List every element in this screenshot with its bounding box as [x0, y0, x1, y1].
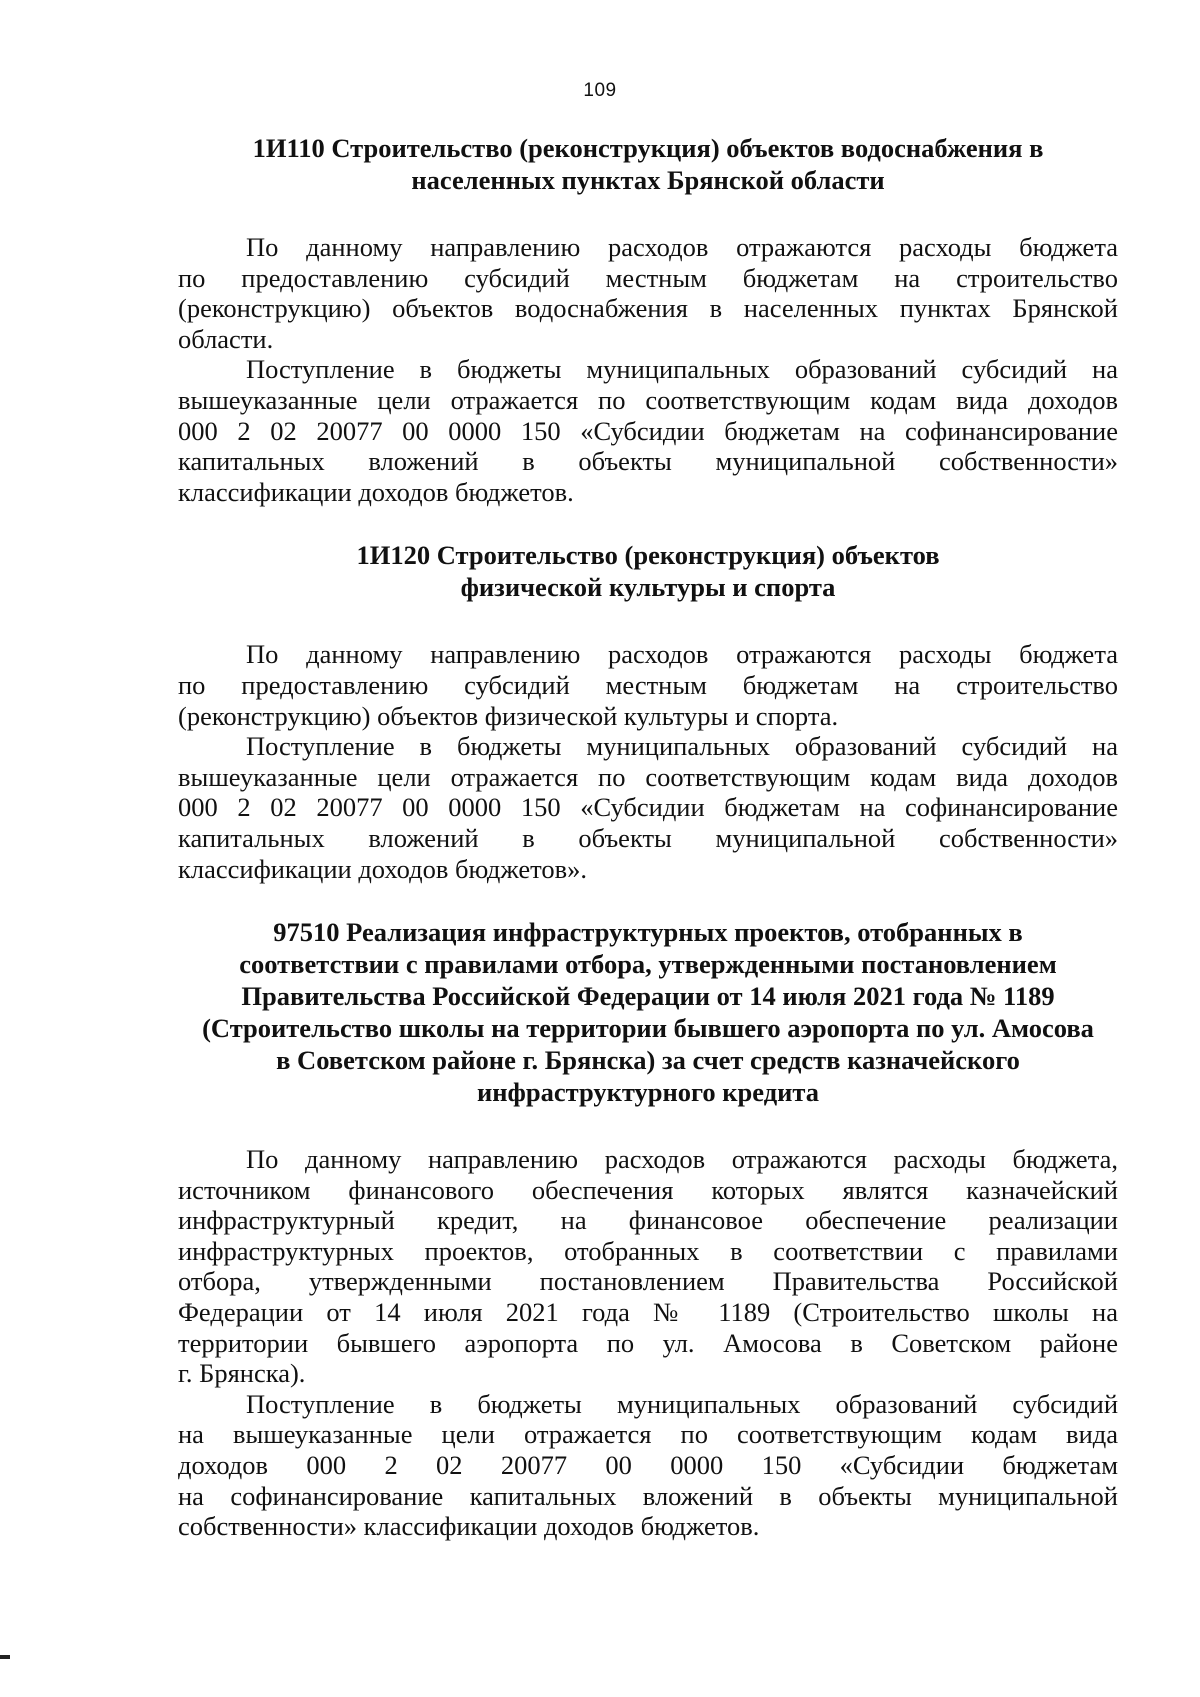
paragraph-line: по предоставлению субсидий местным бюджетам на строительство [178, 262, 1118, 293]
heading-line: Правительства Российской Федерации от 14 июля 2021 года № 1189 [241, 981, 1055, 1012]
paragraph-line: капитальных вложений в объекты муниципальной собственности» [178, 446, 1118, 477]
document-body [178, 132, 1118, 1542]
paragraph-line: классификации доходов бюджетов». [178, 853, 588, 884]
paragraph [178, 1144, 1118, 1389]
paragraph-line: на софинансирование капитальных вложений в объекты муниципальной [178, 1480, 1118, 1511]
paragraph-line: источником финансового обеспечения которых являтся казначейский [178, 1174, 1118, 1205]
paragraph-line: 000 2 02 20077 00 0000 150 «Субсидии бюджетам на софинансирование [178, 415, 1118, 446]
paragraph-line: г. Брянска). [178, 1358, 306, 1389]
paragraph-line: собственности» классификации доходов бюджетов. [178, 1511, 760, 1542]
section-heading [178, 916, 1118, 1108]
heading-line: в Советском районе г. Брянска) за счет средств казначейского [276, 1045, 1020, 1076]
section-1I120 [178, 539, 1118, 884]
paragraph-line: вышеуказанные цели отражается по соответствующим кодам вида доходов [178, 761, 1118, 792]
paragraph-line: инфраструктурных проектов, отобранных в соответствии с правилами [178, 1235, 1118, 1266]
paragraph-line: капитальных вложений в объекты муниципальной собственности» [178, 822, 1118, 853]
paragraph-line: По данному направлению расходов отражаются расходы бюджета [246, 232, 1118, 262]
paragraph-line: вышеуказанные цели отражается по соответствующим кодам вида доходов [178, 384, 1118, 415]
paragraph-line: отбора, утвержденными постановлением Правительства Российской [178, 1266, 1118, 1297]
heading-line: соответствии с правилами отбора, утвержденными постановлением [239, 949, 1057, 980]
paragraph [178, 354, 1118, 507]
heading-line: 1И120 Строительство (реконструкция) объектов [356, 540, 940, 571]
paragraph-line: По данному направлению расходов отражаются расходы бюджета [246, 639, 1118, 670]
paragraph-line: классификации доходов бюджетов. [178, 476, 574, 507]
paragraph-line: на вышеуказанные цели отражается по соответствующим кодам вида [178, 1419, 1118, 1450]
paragraph-line: Поступление в бюджеты муниципальных образований субсидий [246, 1388, 1118, 1419]
page-number: 109 [583, 80, 617, 101]
paragraph-line: Поступление в бюджеты муниципальных образований субсидий на [246, 354, 1118, 385]
paragraph-line: по предоставлению субсидий местным бюджетам на строительство [178, 669, 1118, 700]
paragraph-line: (реконструкцию) объектов водоснабжения в населенных пунктах Брянской [178, 293, 1118, 324]
paragraph-line: 000 2 02 20077 00 0000 150 «Субсидии бюджетам на софинансирование [178, 792, 1118, 823]
paragraph [178, 639, 1118, 731]
paragraph-line: инфраструктурный кредит, на финансовое обеспечение реализации [178, 1205, 1118, 1236]
paragraph-line: территории бывшего аэропорта по ул. Амосова в Советском районе [178, 1327, 1118, 1358]
paragraph-line: области. [178, 323, 274, 354]
paragraph-line: (реконструкцию) объектов физической культуры и спорта. [178, 700, 839, 731]
section-1I110 [178, 132, 1118, 507]
heading-line: физической культуры и спорта [460, 572, 836, 603]
scan-edge-mark [0, 1655, 10, 1659]
heading-line: 97510 Реализация инфраструктурных проектов, отобранных в [273, 917, 1023, 948]
heading-line: 1И110 Строительство (реконструкция) объектов водоснабжения в [252, 133, 1044, 163]
paragraph-line: По данному направлению расходов отражаются расходы бюджета, [246, 1144, 1118, 1175]
paragraph [178, 232, 1118, 354]
section-97510 [178, 916, 1118, 1542]
paragraph-line: доходов 000 2 02 20077 00 0000 150 «Субсидии бюджетам [178, 1450, 1118, 1481]
paragraph-line: Поступление в бюджеты муниципальных образований субсидий на [246, 731, 1118, 762]
section-heading [178, 132, 1118, 196]
section-heading [178, 539, 1118, 603]
paragraph [178, 731, 1118, 884]
heading-line: (Строительство школы на территории бывшего аэропорта по ул. Амосова [202, 1013, 1094, 1044]
paragraph-line: Федерации от 14 июля 2021 года № 1189 (Строительство школы на [178, 1297, 1118, 1328]
heading-line: населенных пунктах Брянской области [411, 165, 885, 195]
paragraph [178, 1389, 1118, 1542]
heading-line: инфраструктурного кредита [477, 1077, 819, 1108]
